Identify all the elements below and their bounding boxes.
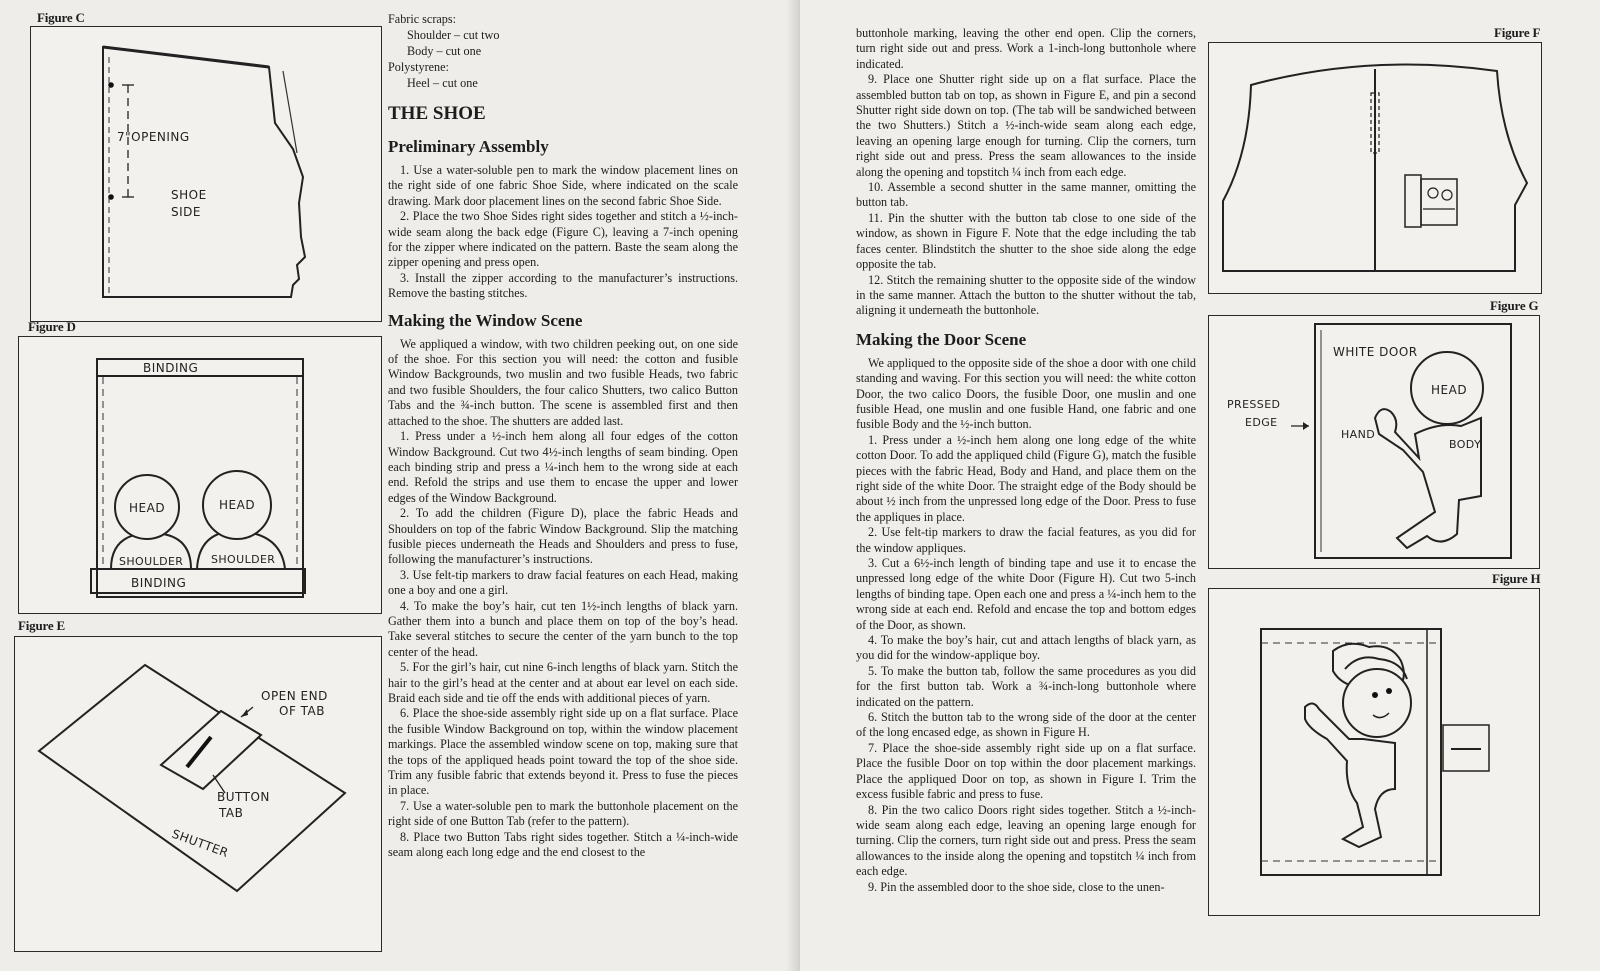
figure-e-of-tab-label: OF TAB <box>279 704 326 718</box>
figure-c-drawing <box>31 27 381 321</box>
figure-d-head-left-label: HEAD <box>129 501 166 515</box>
paragraph: 1. Press under a ½-inch hem along one long edge of the white cotton Door. To add the appliqued child (Figure G), match the fusible pieces with the fabric Head, Body and Hand, and place them on the right side of the white Door. The straight edge of the Body should be about ½ inch from the unpressed long edge of the Door. Press to fuse the appliques in place. <box>856 432 1196 524</box>
paragraph: 12. Stitch the remaining shutter to the opposite side of the window in the same manner. Attach the button to the shutter without the tab, aligning it underneath the buttonhole. <box>856 272 1196 318</box>
figure-e-button-label: BUTTON <box>217 790 270 804</box>
figure-c-label: Figure C <box>37 10 85 25</box>
figure-d <box>18 336 382 614</box>
right-page <box>800 0 1600 971</box>
supply-line: Fabric scraps: <box>388 12 457 26</box>
figure-d-label: Figure D <box>28 319 76 334</box>
supply-line: Body – cut one <box>407 44 482 58</box>
figure-g-pressed-label: PRESSED <box>1227 398 1281 411</box>
paragraph: 3. Use felt-tip markers to draw facial features on each Head, making one a boy and one a girl. <box>388 567 738 598</box>
supply-line: Polystyrene: <box>388 60 449 74</box>
right-text-column <box>856 26 1196 895</box>
section-heading: Making the Window Scene <box>388 310 583 330</box>
figure-e <box>14 636 382 952</box>
figure-c <box>30 26 382 322</box>
figure-e-drawing <box>15 637 381 951</box>
paragraph: 2. To add the children (Figure D), place the fabric Heads and Shoulders on top of the fabric Window Background. Slip the matching fusible pieces underneath the Heads and Shoulders and press to fuse, following the manufacturer’s instructions. <box>388 506 738 567</box>
figure-e-open-end-label: OPEN END <box>261 689 328 703</box>
paragraph: 2. Use felt-tip markers to draw the facial features, as you did for the window appliques. <box>856 525 1196 555</box>
figure-e-label: Figure E <box>18 618 65 633</box>
paragraph: buttonhole marking, leaving the other end open. Clip the corners, turn right side out and press. Work a 1-inch-long buttonhole where indicated. <box>856 26 1196 71</box>
figure-d-shoulder-right-label: SHOULDER <box>211 553 276 566</box>
paragraph: 9. Place one Shutter right side up on a flat surface. Place the assembled button tab on top, as shown in Figure E, and pin a second Shutter right side down on top. (The tab will be sandwiched between the two Shutters.) Stitch a ½-inch-wide seam along each edge, leaving an opening large enough for turning. Clip the corners, turn right side out and press. Press the seam allowances to the inside along the opening and topstitch ¼ inch from each edge. <box>856 72 1196 179</box>
paragraph: 9. Pin the assembled door to the shoe side, close to the unen- <box>868 879 1165 894</box>
figure-f <box>1208 42 1542 294</box>
paragraph: 11. Pin the shutter with the button tab close to one side of the window, as shown in Figure F. Note that the edge including the tab faces center. Blindstitch the shutter to the shoe side along the edge opposite the tab. <box>856 210 1196 272</box>
paragraph: 5. To make the button tab, follow the same procedures as you did for the first button tab. Work a ¾-inch-long buttonhole where indicated on the pattern. <box>856 663 1196 709</box>
figure-d-drawing <box>19 337 381 613</box>
figure-e-shutter-label: SHUTTER <box>169 826 231 861</box>
paragraph: 6. Place the shoe-side assembly right side up on a flat surface. Place the fusible Window Background on top, within the window placement markings. Place the assembled window scene on top, making sure that the tops of the appliqued heads point toward the top of the shoe side. Trim any fusible fabric that extends beyond it. Press to fuse the pieces in place. <box>388 706 738 798</box>
figure-h-drawing <box>1209 589 1539 915</box>
paragraph: 3. Cut a 6½-inch length of binding tape and use it to encase the unpressed long edge of the white Door (Figure H). Cut two 5-inch lengths of binding tape. Open each one and press a ¼-inch hem to the wrong side at each end. Refold and encase the top and bottom edges of the Door, as shown. <box>856 556 1196 632</box>
figure-g-body-label: BODY <box>1449 438 1482 451</box>
supply-line: Heel – cut one <box>407 76 478 90</box>
supply-line: Shoulder – cut two <box>407 28 500 42</box>
paragraph: 1. Press under a ½-inch hem along all four edges of the cotton Window Background. Cut two 4½-inch lengths of seam binding. Open each binding strip and press a ¼-inch hem to the wrong side at each end. Refold the strips and use them to encase the upper and lower edges of the Window Background. <box>388 429 738 505</box>
figure-c-side-label: SIDE <box>171 205 201 219</box>
figure-g <box>1208 315 1540 569</box>
figure-d-binding-top-label: BINDING <box>143 361 199 375</box>
left-text-column <box>388 11 738 860</box>
figure-f-drawing <box>1209 43 1541 293</box>
paragraph: We appliqued a window, with two children peeking out, on one side of the shoe. For this section you will need: the cotton and fusible Window Backgrounds, two muslin and two fusible Heads, two fabric and two fusible Shoulders, the four calico Shutters, two calico Button Tabs and the ¾-inch button. The scene is assembled first and then attached to the shoe. The shutters are added last. <box>388 336 738 428</box>
figure-d-shoulder-left-label: SHOULDER <box>119 555 184 568</box>
paragraph: We appliqued to the opposite side of the shoe a door with one child standing and waving. For this section you will need: the white cotton Door, the two calico Doors, the fusible Door, one muslin and one fusible Head, one muslin and one fusible Hand, one fabric and one fusible Body and the ½-inch button. <box>856 355 1196 432</box>
figure-e-tab-label: TAB <box>219 806 244 820</box>
figure-g-hand-label: HAND <box>1341 428 1376 441</box>
paragraph: 5. For the girl’s hair, cut nine 6-inch lengths of black yarn. Stitch the hair to the girl’s head at the center and at about ear level on each side. Braid each side and tie off the ends with additional pieces of yarn. <box>388 660 738 705</box>
paragraph: 7. Use a water-soluble pen to mark the buttonhole placement on the right side of one Button Tab (refer to the pattern). <box>388 798 738 829</box>
paragraph: 8. Pin the two calico Doors right sides together. Stitch a ½-inch-wide seam along each edge, leaving an opening large enough for turning. Clip the corners, turn right side out and press. Press the seam allowances to the inside along the opening and topstitch ¼ inch from each edge. <box>856 802 1196 879</box>
paragraph: 1. Use a water-soluble pen to mark the window placement lines on the right side of one fabric Shoe Side, where indicated on the scale drawing. Mark door placement lines on the second fabric Shoe Side. <box>388 163 738 208</box>
figure-g-drawing <box>1209 316 1539 568</box>
paragraph: 3. Install the zipper according to the manufacturer’s instructions. Remove the basting stitches. <box>388 270 738 301</box>
figure-f-label: Figure F <box>1494 25 1541 40</box>
figure-g-head-label: HEAD <box>1431 383 1468 397</box>
figure-d-head-right-label: HEAD <box>219 498 256 512</box>
paragraph: 7. Place the shoe-side assembly right side up on a flat surface. Place the fusible Door on top within the door placement markings. Place the appliqued Door on top, as shown in Figure I. Trim the excess fusible fabric and press to fuse. <box>856 740 1196 802</box>
section-heading: Preliminary Assembly <box>388 137 549 156</box>
figure-g-edge-label: EDGE <box>1245 416 1278 429</box>
figure-c-opening-label: 7"OPENING <box>117 130 190 144</box>
paragraph: 4. To make the boy’s hair, cut ten 1½-inch lengths of black yarn. Gather them into a bunch and place them on top of the boy’s head. Take several stitches to secure the center of the yarn bunch to the top center of the head. <box>388 598 738 659</box>
figure-g-white-door-label: WHITE DOOR <box>1333 345 1418 359</box>
supplies-list <box>388 11 738 91</box>
paragraph: 2. Place the two Shoe Sides right sides together and stitch a ½-inch-wide seam along the back edge (Figure C), leaving a 7-inch opening for the zipper where indicated on the pattern. Baste the seam along the zipper opening and press open. <box>388 209 738 270</box>
paragraph: 6. Stitch the button tab to the wrong side of the door at the center of the long encased edge, as shown in Figure H. <box>856 710 1196 740</box>
section-heading: Making the Door Scene <box>856 329 1027 349</box>
section-title: THE SHOE <box>388 103 486 124</box>
figure-h-label: Figure H <box>1492 571 1541 586</box>
figure-h <box>1208 588 1540 916</box>
paragraph: 8. Place two Button Tabs right sides together. Stitch a ¼-inch-wide seam along each long edge and the end closest to the <box>388 829 738 860</box>
figure-d-binding-bottom-label: BINDING <box>131 576 187 590</box>
figure-g-label: Figure G <box>1490 298 1539 313</box>
paragraph: 10. Assemble a second shutter in the same manner, omitting the button tab. <box>856 180 1196 210</box>
paragraph: 4. To make the boy’s hair, cut and attach lengths of black yarn, as you did for the window-applique boy. <box>856 633 1196 663</box>
figure-c-shoe-label: SHOE <box>171 188 207 202</box>
